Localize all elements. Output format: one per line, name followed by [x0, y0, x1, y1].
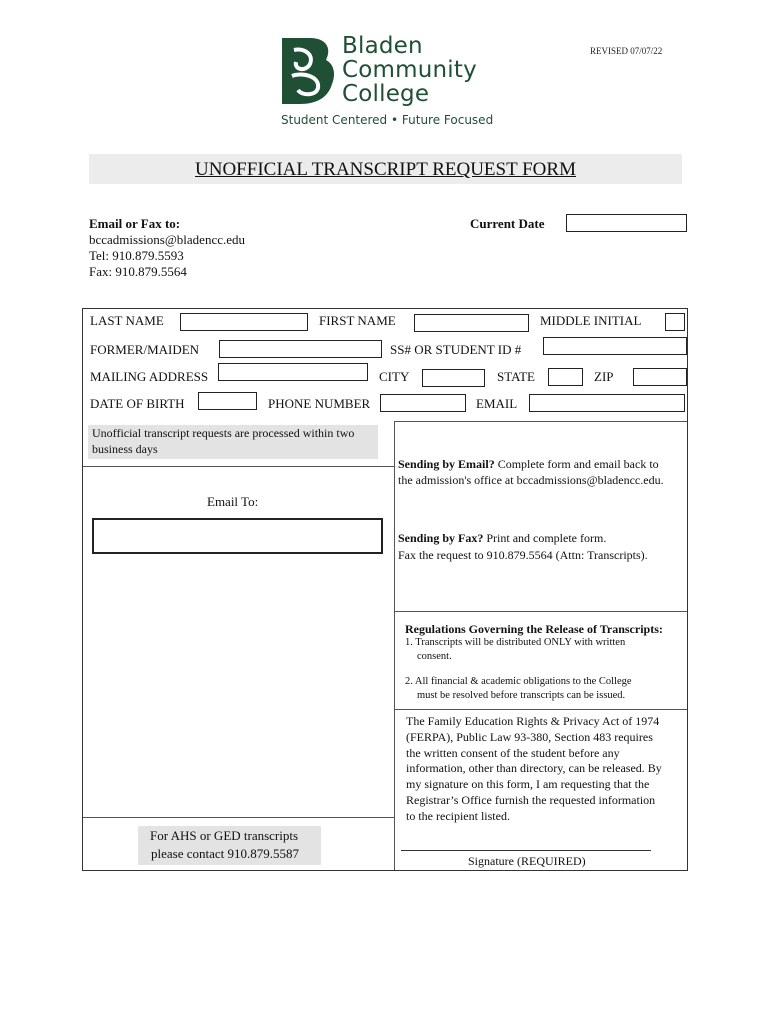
title-bar	[89, 154, 682, 184]
email-to-field[interactable]	[92, 518, 383, 554]
phone-number-label: PHONE NUMBER	[268, 396, 371, 411]
phone-number-field[interactable]	[380, 394, 466, 412]
date-of-birth-label: DATE OF BIRTH	[90, 396, 185, 411]
ferpa-line: information, other than directory, can be released. By	[406, 761, 662, 776]
ferpa-line: Registrar’s Office furnish the requested information	[406, 792, 656, 807]
fax-heading: Sending by Fax?	[398, 531, 484, 545]
contact-fax: Fax: 910.879.5564	[89, 264, 187, 279]
regulation-2-b: must be resolved before transcripts can be issued.	[417, 690, 626, 701]
fax-text-2: Fax the request to 910.879.5564 (Attn: Transcripts).	[398, 548, 648, 562]
last-name-field[interactable]	[180, 313, 308, 331]
signature-label: Signature (REQUIRED)	[468, 854, 586, 868]
ahs-ged-box	[138, 826, 321, 865]
processing-note: Unofficial transcript requests are processed within two business days	[88, 425, 378, 459]
ss-student-id-field[interactable]	[543, 337, 687, 355]
contact-heading: Email or Fax to:	[89, 216, 181, 231]
mailing-address-label: MAILING ADDRESS	[90, 369, 209, 384]
regulations-heading: Regulations Governing the Release of Transcripts:	[405, 622, 663, 636]
state-field[interactable]	[548, 368, 583, 386]
last-name-label: LAST NAME	[90, 313, 164, 328]
zip-field[interactable]	[633, 368, 687, 386]
tagline: Student Centered • Future Focused	[281, 113, 494, 127]
middle-initial-field[interactable]	[665, 313, 685, 331]
divider-top-right	[394, 421, 687, 422]
ferpa-line: (FERPA), Public Law 93-380, Section 483 requires	[406, 729, 653, 744]
current-date-label: Current Date	[470, 216, 545, 231]
divider-right-1	[394, 611, 687, 612]
divider-left-2	[83, 817, 394, 818]
mailing-address-field[interactable]	[218, 363, 368, 381]
current-date-field[interactable]	[566, 214, 687, 232]
date-of-birth-field[interactable]	[198, 392, 257, 410]
email-text-1: Complete form and email back to	[494, 457, 659, 471]
page-title: UNOFFICIAL TRANSCRIPT REQUEST FORM	[195, 159, 576, 180]
email-text-2: the admission's office at bccadmissions@bladencc.edu.	[398, 473, 664, 487]
ferpa-line: the written consent of the student before any	[406, 745, 620, 760]
first-name-label: FIRST NAME	[319, 313, 396, 328]
email-to-label: Email To:	[207, 494, 259, 509]
logo-word-3: College	[342, 81, 430, 107]
regulation-2-a: 2. All financial & academic obligations to the College	[405, 676, 632, 687]
divider-left-1	[83, 466, 394, 467]
fax-instructions	[398, 530, 686, 563]
ahs-ged-line-2: please contact 910.879.5587	[151, 846, 300, 861]
logo-word-2: Community	[342, 57, 477, 83]
logo-b-mark-icon	[280, 36, 336, 106]
city-field[interactable]	[422, 369, 485, 387]
ferpa-line: my signature on this form, I am requesting that the	[406, 777, 650, 792]
zip-label: ZIP	[594, 369, 614, 384]
middle-initial-label: MIDDLE INITIAL	[540, 313, 642, 328]
regulation-1-b: consent.	[417, 651, 452, 662]
email-field[interactable]	[529, 394, 685, 412]
email-heading: Sending by Email?	[398, 457, 495, 471]
contact-email: bccadmissions@bladencc.edu	[89, 232, 246, 247]
email-label: EMAIL	[476, 396, 518, 411]
divider-right-2	[394, 709, 687, 710]
state-label: STATE	[497, 369, 535, 384]
college-logo	[280, 34, 490, 108]
ferpa-line: to the recipient listed.	[406, 808, 510, 823]
regulation-1-a: 1. Transcripts will be distributed ONLY with written	[405, 637, 626, 648]
divider-vertical	[394, 421, 395, 870]
ahs-ged-line-1: For AHS or GED transcripts	[150, 828, 299, 843]
former-maiden-label: FORMER/MAIDEN	[90, 342, 200, 357]
ferpa-line: The Family Education Rights & Privacy Act of 1974	[406, 714, 660, 728]
ferpa-text	[406, 714, 662, 825]
logo-word-1: Bladen	[342, 33, 423, 59]
former-maiden-field[interactable]	[219, 340, 382, 358]
revised-date: REVISED 07/07/22	[590, 46, 663, 56]
first-name-field[interactable]	[414, 314, 529, 332]
signature-line[interactable]	[401, 850, 651, 851]
email-instructions	[398, 456, 686, 488]
city-label: CITY	[379, 369, 410, 384]
ss-student-id-label: SS# OR STUDENT ID #	[390, 342, 522, 357]
fax-text-1: Print and complete form.	[483, 531, 607, 545]
contact-tel: Tel: 910.879.5593	[89, 248, 184, 263]
